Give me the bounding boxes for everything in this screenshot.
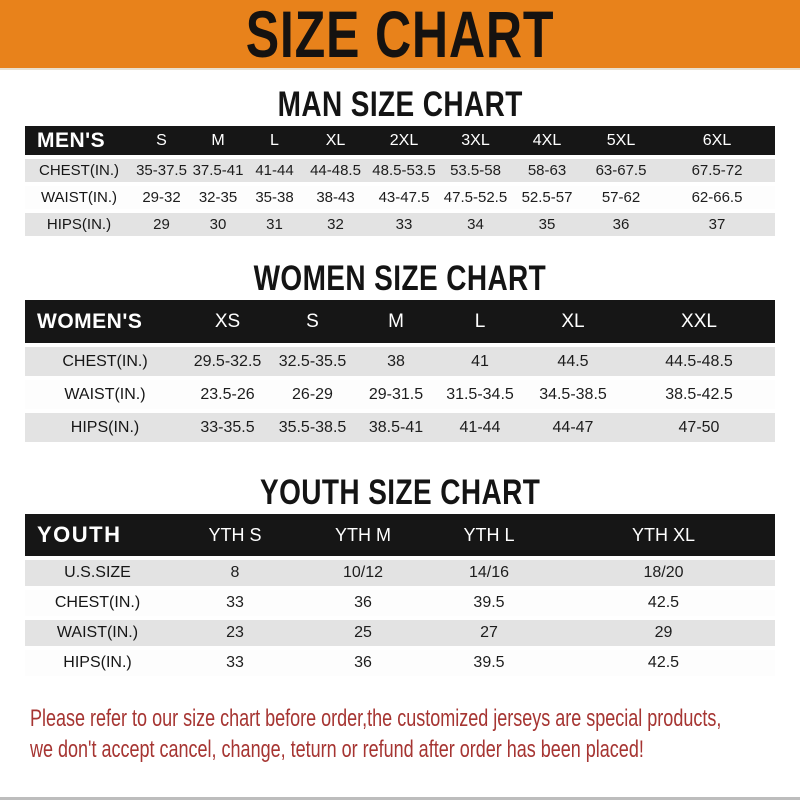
men-section-title (0, 87, 800, 122)
size-value: 62-66.5 (659, 186, 775, 209)
size-value: 58-63 (511, 159, 583, 182)
measurement-label: HIPS(IN.) (25, 413, 185, 442)
size-value: 26-29 (270, 380, 355, 409)
size-column-header: M (355, 300, 437, 343)
size-value: 34.5-38.5 (523, 380, 623, 409)
table-row (25, 159, 775, 182)
size-value: 41 (437, 347, 523, 376)
size-value: 14/16 (426, 560, 552, 586)
size-column-header: 6XL (659, 126, 775, 155)
youth-section-title-text: YOUTH SIZE CHART (259, 473, 541, 512)
size-value: 31.5-34.5 (437, 380, 523, 409)
measurement-label: WAIST(IN.) (25, 620, 170, 646)
size-value: 42.5 (552, 590, 775, 616)
size-value: 39.5 (426, 650, 552, 676)
size-value: 57-62 (583, 186, 659, 209)
size-value: 32-35 (190, 186, 246, 209)
size-value: 44.5-48.5 (623, 347, 775, 376)
size-value: 33-35.5 (185, 413, 270, 442)
size-value: 35-38 (246, 186, 303, 209)
table-row (25, 347, 775, 376)
disclaimer-line-2: we don't accept cancel, change, teturn or refund after order has been placed! (30, 736, 644, 763)
size-column-header: YTH S (170, 514, 300, 556)
size-value: 32.5-35.5 (270, 347, 355, 376)
disclaimer (30, 703, 800, 765)
size-value: 38-43 (303, 186, 368, 209)
youth-size-table (25, 510, 775, 680)
youth-header-row (25, 514, 775, 556)
table-row (25, 213, 775, 236)
mens-header-row (25, 126, 775, 155)
size-value: 44-47 (523, 413, 623, 442)
size-value: 63-67.5 (583, 159, 659, 182)
size-column-header: YTH M (300, 514, 426, 556)
size-value: 32 (303, 213, 368, 236)
size-column-header: 4XL (511, 126, 583, 155)
size-column-header: YTH L (426, 514, 552, 556)
table-row (25, 560, 775, 586)
size-value: 44.5 (523, 347, 623, 376)
table-row (25, 620, 775, 646)
size-value: 35.5-38.5 (270, 413, 355, 442)
size-value: 67.5-72 (659, 159, 775, 182)
men-section-title-text: MAN SIZE CHART (277, 85, 523, 124)
disclaimer-line-1: Please refer to our size chart before order,the customized jerseys are special products, (30, 705, 722, 732)
size-value: 38.5-42.5 (623, 380, 775, 409)
size-column-header: XL (303, 126, 368, 155)
size-value: 43-47.5 (368, 186, 440, 209)
measurement-label: HIPS(IN.) (25, 650, 170, 676)
size-value: 8 (170, 560, 300, 586)
youth-section-title (0, 475, 800, 510)
size-value: 35-37.5 (133, 159, 190, 182)
size-value: 47-50 (623, 413, 775, 442)
size-value: 18/20 (552, 560, 775, 586)
table-row (25, 413, 775, 442)
size-column-header: XXL (623, 300, 775, 343)
size-value: 29.5-32.5 (185, 347, 270, 376)
size-value: 41-44 (246, 159, 303, 182)
table-row (25, 650, 775, 676)
size-value: 33 (368, 213, 440, 236)
mens-band-label: MEN'S (25, 126, 133, 155)
size-value: 36 (300, 590, 426, 616)
measurement-label: WAIST(IN.) (25, 186, 133, 209)
size-value: 30 (190, 213, 246, 236)
size-value: 23 (170, 620, 300, 646)
measurement-label: CHEST(IN.) (25, 590, 170, 616)
size-column-header: L (437, 300, 523, 343)
size-column-header: XL (523, 300, 623, 343)
size-column-header: YTH XL (552, 514, 775, 556)
size-value: 53.5-58 (440, 159, 511, 182)
size-value: 39.5 (426, 590, 552, 616)
size-value: 27 (426, 620, 552, 646)
size-value: 36 (300, 650, 426, 676)
size-value: 41-44 (437, 413, 523, 442)
women-section-title (0, 261, 800, 296)
size-chart-banner (0, 0, 800, 70)
size-column-header: L (246, 126, 303, 155)
size-column-header: S (270, 300, 355, 343)
size-value: 36 (583, 213, 659, 236)
size-value: 34 (440, 213, 511, 236)
size-column-header: 3XL (440, 126, 511, 155)
measurement-label: WAIST(IN.) (25, 380, 185, 409)
size-value: 35 (511, 213, 583, 236)
size-value: 38.5-41 (355, 413, 437, 442)
size-value: 33 (170, 650, 300, 676)
measurement-label: HIPS(IN.) (25, 213, 133, 236)
size-value: 25 (300, 620, 426, 646)
womens-header-row (25, 300, 775, 343)
size-column-header: S (133, 126, 190, 155)
mens-size-table (25, 122, 775, 240)
size-value: 48.5-53.5 (368, 159, 440, 182)
size-value: 44-48.5 (303, 159, 368, 182)
table-row (25, 186, 775, 209)
size-column-header: XS (185, 300, 270, 343)
youth-band-label: YOUTH (25, 514, 170, 556)
size-value: 38 (355, 347, 437, 376)
size-value: 52.5-57 (511, 186, 583, 209)
size-value: 29-31.5 (355, 380, 437, 409)
women-section-title-text: WOMEN SIZE CHART (253, 259, 547, 298)
womens-band-label: WOMEN'S (25, 300, 185, 343)
size-value: 37.5-41 (190, 159, 246, 182)
table-row (25, 380, 775, 409)
size-column-header: 2XL (368, 126, 440, 155)
banner-title: SIZE CHART (245, 0, 555, 71)
size-value: 33 (170, 590, 300, 616)
size-value: 29 (133, 213, 190, 236)
measurement-label: U.S.SIZE (25, 560, 170, 586)
size-value: 29-32 (133, 186, 190, 209)
size-value: 23.5-26 (185, 380, 270, 409)
size-value: 47.5-52.5 (440, 186, 511, 209)
size-value: 29 (552, 620, 775, 646)
table-row (25, 590, 775, 616)
size-value: 31 (246, 213, 303, 236)
size-column-header: M (190, 126, 246, 155)
womens-size-table (25, 296, 775, 446)
measurement-label: CHEST(IN.) (25, 347, 185, 376)
size-column-header: 5XL (583, 126, 659, 155)
measurement-label: CHEST(IN.) (25, 159, 133, 182)
size-value: 37 (659, 213, 775, 236)
size-value: 42.5 (552, 650, 775, 676)
size-value: 10/12 (300, 560, 426, 586)
